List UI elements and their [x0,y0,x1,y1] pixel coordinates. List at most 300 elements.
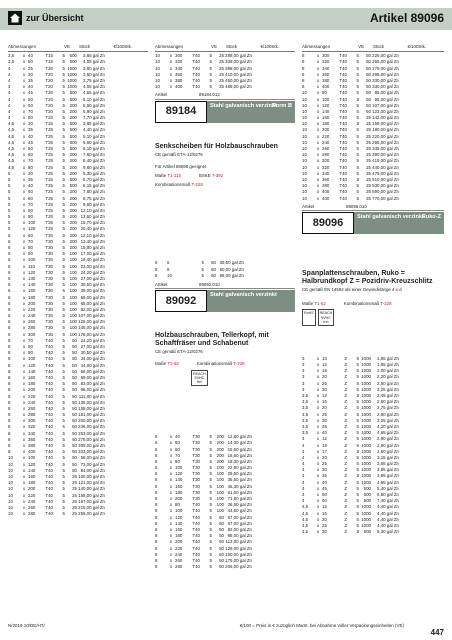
cell-ve: 5 [62,498,65,504]
cell-stueck: 100 [69,306,77,312]
cell-diameter: 5 [8,189,11,195]
cell-length: 50 [28,59,33,65]
cell-ve: 5 [356,516,359,522]
cell-ve: 5 [356,102,359,108]
cell-ve: 5 [62,467,65,473]
cell-price: 12,10 gal Zn [80,207,105,213]
cell-drive: T40 [45,455,53,461]
cell-drive: T40 [339,127,347,133]
header-stueck: Stück [373,44,384,49]
cell-x: x [316,133,320,139]
cell-stueck: 500 [69,176,77,182]
cell-stueck: 100 [216,465,224,471]
cell-price: 83,00 gal Zn [80,381,105,387]
cell-ve: 5 [62,424,65,430]
cell-ve: 5 [356,96,359,102]
cell-price: 3,65 gal Zn [377,461,399,467]
cell-length: 80 [175,458,180,464]
cell-length: 140 [322,108,330,114]
cell-drive: T30 [45,306,53,312]
cell-ve: 5 [62,288,65,294]
cell-price: 275,00 gal Zn [78,436,105,442]
cell-drive: T40 [45,492,53,498]
cell-stueck: 50 [366,71,371,77]
cell-length: 16 [322,368,327,374]
cell-stueck: 1000 [361,430,371,436]
cell-price: 15,70 gal Zn [80,220,105,226]
cell-x: x [22,424,26,430]
cell-drive: Z [344,492,347,498]
cell-diameter: 8 [155,564,158,570]
header-dimensions: Abmessungen [302,44,331,49]
cell-diameter: 4,5 [302,510,309,516]
cell-length: 360 [28,436,36,442]
cell-diameter: 10 [155,53,160,59]
cell-price: 3,15 gal Zn [377,454,399,460]
cell-x: x [22,504,26,510]
cell-drive: T40 [45,405,53,411]
cell-ve: 5 [62,152,65,158]
cell-x: x [22,102,26,108]
cell-length: 40 [28,84,33,90]
cell-stueck: 50 [72,405,77,411]
cell-length: 220 [28,492,36,498]
cell-drive: T30 [192,483,200,489]
cell-price: 4,40 gal Zn [377,510,399,516]
cell-ve: 5 [62,492,65,498]
cell-x: x [316,467,320,473]
cell-diameter: 8 [8,412,11,418]
product-title: Spanplattenschrauben, Ruko = Halbrundkopf Z = Pozidriv-Kreuzschlitz [302,269,433,285]
cell-length: 340 [322,170,330,176]
cell-stueck: 25 [219,71,224,77]
cell-x: x [22,65,26,71]
cell-drive: Z [344,448,347,454]
product-badges [302,309,444,326]
cell-drive: Z [344,393,347,399]
cell-price: 57,00 gal Zn [227,514,252,520]
cell-length: 280 [28,511,36,517]
cell-x: x [22,337,26,343]
cell-ve: 5 [356,399,359,405]
cell-drive: Z [344,368,347,374]
cell-length: 40 [28,53,33,59]
cell-stueck: 25 [366,189,371,195]
cell-length: 20 [322,405,327,411]
cell-drive: T25 [45,214,53,220]
table-column-3 [302,44,444,535]
cell-ve: 5 [62,121,65,127]
table-row [155,273,295,279]
cell-length: 60 [28,195,33,201]
cell-x: x [22,356,26,362]
cell-length: 50 [322,492,327,498]
cell-diameter: 6 [8,263,11,269]
header-ve: VE [358,44,364,49]
cell-x: x [316,71,320,77]
cell-price: 17,00 gal Zn [80,251,105,257]
cell-diameter: 4 [8,108,11,114]
cell-drive: T40 [339,139,347,145]
cell-drive: T30 [192,452,200,458]
product-cert: CE gemäß ETA-12/0276 [155,151,203,157]
cell-stueck: 500 [69,183,77,189]
cell-diameter: 6 [155,471,158,477]
header-stueck: Stück [79,44,90,49]
cell-length: 100 [175,465,183,471]
cell-diameter: 10 [155,65,160,71]
cell-drive: Z [344,430,347,436]
cell-length: 20 [322,454,327,460]
cell-price: 530,00 gal Zn [372,183,399,189]
cell-ve: 5 [62,393,65,399]
cell-x: x [316,423,320,429]
cell-stueck: 1000 [361,510,371,516]
cell-length: 25 [322,380,327,386]
cell-drive: T40 [339,121,347,127]
cell-stueck: 500 [363,492,371,498]
cell-price: 82,00 gal Zn [227,526,252,532]
cell-diameter: 5 [8,183,11,189]
cell-x: x [22,195,26,201]
product-number: 89096 [302,212,354,234]
cell-drive: T15 [45,59,53,65]
cell-stueck: 50 [72,436,77,442]
cell-x: x [169,564,173,570]
cell-price: 113,00 gal Zn [225,539,252,545]
cell-drive: T40 [45,374,53,380]
cell-drive: T20 [45,115,53,121]
cell-x: x [316,195,320,201]
cell-diameter: 4 [8,77,11,83]
cell-ve: 5 [62,331,65,337]
cell-drive: T40 [192,59,200,65]
cell-x: x [316,127,320,133]
cell-x: x [22,393,26,399]
cell-x: x [22,183,26,189]
cell-diameter: 8 [8,337,11,343]
cell-price: 488,00 gal Zn [225,84,252,90]
cell-x: x [169,557,173,563]
cell-x: x [316,108,320,114]
cell-x: x [22,232,26,238]
cell-ve: 5 [356,108,359,114]
cell-price: 35,50 gal Zn [219,260,244,266]
cell-ve: 5 [356,473,359,479]
cell-x: x [22,176,26,182]
cell-price: 3,60 gal Zn [83,71,105,77]
cell-price: 107,00 gal Zn [78,313,105,319]
cell-diameter: 4,5 [8,139,15,145]
kombi-link[interactable]: T-228 [380,301,392,307]
masse-link[interactable]: T1-92 [167,361,179,367]
masse-link[interactable]: T1-115 [167,172,181,178]
cell-stueck: 25 [219,84,224,90]
cell-drive: T30 [45,313,53,319]
cell-x: x [22,220,26,226]
cell-diameter: 10 [302,96,307,102]
cell-length: 300 [322,53,330,59]
artikel-ref: 89092.010 [199,281,220,287]
cell-x: x [22,418,26,424]
cell-x: x [22,108,26,114]
cell-price: 6,50 gal Zn [83,102,105,108]
cell-stueck: 25 [72,486,77,492]
cell-drive: T40 [192,77,200,83]
cell-length: 200 [28,486,36,492]
cell-x: x [169,440,173,446]
cell-drive: T30 [192,489,200,495]
cell-x: x [22,59,26,65]
cell-length: 200 [175,496,183,501]
kombi-link[interactable]: T-228 [191,182,203,188]
cell-drive: T30 [45,294,53,300]
cell-drive: T40 [45,344,53,350]
cell-ve: 5 [62,53,65,59]
cell-stueck: 25 [72,498,77,504]
table-row [8,511,148,517]
cell-ve: 5 [356,423,359,429]
cell-drive: T40 [339,96,347,102]
cell-price: 226,00 gal Zn [372,53,399,59]
cell-x: x [316,442,320,448]
cell-length: 130 [28,275,36,281]
cell-drive: T25 [45,207,53,213]
bske-link[interactable]: T-392 [211,172,224,178]
cell-drive: T30 [45,257,53,263]
cell-diameter: 3,5 [8,53,15,59]
cell-x: x [169,551,173,557]
cell-diameter: 10 [8,461,13,467]
cell-x: x [169,434,173,440]
cell-price: 236,00 gal Zn [78,424,105,430]
cell-stueck: 1000 [361,436,371,442]
cell-stueck: 50 [72,387,77,393]
cell-length: 25 [322,461,327,467]
cell-drive: T40 [339,152,347,158]
cell-diameter: 10 [302,158,307,164]
kombi-label: Kombinationsmaß [155,182,191,188]
cell-length: 180 [28,294,36,300]
cell-price: 450,00 gal Zn [225,77,252,83]
cell-price: 27,00 gal Zn [80,275,105,281]
cell-ve: 5 [209,465,212,471]
cell-diameter: 10 [302,152,307,158]
cell-ve: 5 [62,77,65,83]
cell-x: x [22,146,26,152]
cell-stueck: 200 [69,232,77,238]
dimension-refs [155,173,295,179]
cell-x: x [22,53,26,59]
cell-stueck: 200 [69,152,77,158]
cell-drive: T40 [192,502,200,508]
cell-ve: 5 [62,115,65,121]
cell-ve: 5 [209,489,212,495]
cell-x: x [316,374,320,380]
cell-stueck: 25 [366,183,371,189]
cell-x: x [22,115,26,121]
cell-x: x [22,511,26,517]
cell-length: 240 [322,139,330,145]
cell-diameter: 10 [302,164,307,170]
cell-length: 160 [322,115,330,121]
cell-x: x [316,170,320,176]
cell-length: 260 [28,319,36,325]
cell-ve: 5 [356,380,359,386]
cell-x: x [169,84,173,90]
cell-length: 280 [28,325,36,331]
cell-diameter: 10 [8,511,13,517]
cell-drive: T40 [192,526,200,532]
cell-drive: Z [344,529,347,535]
artikel-ref: 89096.010 [346,203,367,209]
cell-drive: Z [344,510,347,516]
cell-drive: T40 [192,539,200,545]
cell-x: x [22,319,26,325]
cell-diameter: 10 [8,492,13,498]
cell-drive: T40 [192,557,200,563]
cell-stueck: 1000 [361,417,371,423]
cell-price: 2,90 gal Zn [377,411,399,417]
cell-diameter: 3,5 [302,393,309,399]
cell-x: x [22,498,26,504]
cell-length: 30 [322,417,327,423]
cell-x: x [316,152,320,158]
cell-length: 40 [322,479,327,485]
cell-diameter: 6 [155,452,158,458]
cell-stueck: 100 [69,269,77,275]
cell-ve: 5 [209,434,212,440]
cell-price: 4,05 gal Zn [83,84,105,90]
cell-length: 70 [28,238,33,244]
cell-stueck: 50 [366,59,371,65]
cell-drive: T20 [45,90,53,96]
cell-diameter: 10 [302,189,307,195]
cell-ve: 5 [356,176,359,182]
cell-ve: 5 [356,411,359,417]
cell-ve: 5 [356,417,359,423]
cell-stueck: 1000 [361,516,371,522]
kombi-link[interactable]: T-228 [233,361,245,367]
header-ve: VE [64,44,70,49]
cell-diameter: 8 [155,551,158,557]
cell-price: 4,05 gal Zn [83,59,105,65]
cell-x: x [22,96,26,102]
cell-length: 160 [28,374,36,380]
cell-stueck: 200 [69,108,77,114]
cell-price: 8,75 gal Zn [83,195,105,201]
cell-price: 4,40 gal Zn [83,127,105,133]
kombi-label: Kombinationsmaß [343,301,380,307]
cell-drive: T40 [339,71,347,77]
cell-x: x [316,399,320,405]
product-material [207,290,295,312]
cell-diameter: 6 [155,446,158,452]
cell-diameter: 6 [8,282,11,288]
cell-drive: T30 [45,325,53,331]
cell-x: x [316,158,320,164]
cell-ve: 5 [62,195,65,201]
cell-stueck: 200 [69,220,77,226]
cell-length: 360 [322,71,330,77]
cell-stueck: 200 [69,207,77,213]
cell-diameter: 10 [302,195,307,201]
cell-diameter: 8 [8,362,11,368]
cell-price: 55,00 gal Zn [80,294,105,300]
cell-diameter: 4 [302,498,305,504]
cell-price: 475,00 gal Zn [372,170,399,176]
cell-price: 5,10 gal Zn [83,96,105,102]
masse-link[interactable]: T1-52 [314,301,326,307]
cell-length: 340 [175,65,183,71]
cell-x: x [22,214,26,220]
cell-price: 330,00 gal Zn [372,77,399,83]
cell-length: 220 [28,393,36,399]
cell-ve: 5 [62,387,65,393]
cell-price: 2,60 gal Zn [377,399,399,405]
cell-stueck: 25 [72,492,77,498]
cell-stueck: 1000 [67,71,77,77]
cell-length: 340 [322,65,330,71]
cell-drive: T25 [45,133,53,139]
cell-length: 30 [322,386,327,392]
cell-stueck: 25 [366,133,371,139]
cell-stueck: 100 [69,251,77,257]
cell-diameter: 6 [155,434,158,440]
cell-drive: Z [344,479,347,485]
cell-stueck: 50 [366,90,371,96]
cell-price: 12,80 gal Zn [227,434,252,440]
cell-diameter: 10 [155,84,160,90]
cell-drive: T40 [192,65,200,71]
cell-price: 4,85 gal Zn [377,479,399,485]
cell-price: 36,50 gal Zn [227,502,252,508]
cell-price: 7,70 gal Zn [83,115,105,121]
cell-stueck: 25 [366,121,371,127]
back-to-overview-link[interactable] [8,11,84,25]
cell-diameter: 5 [8,176,11,182]
article-title: Artikel 89096 [369,11,444,25]
cell-drive: T40 [192,53,200,59]
cell-price: 65,00 gal Zn [80,300,105,306]
material-text: Stahl galvanisch verzinkt [210,102,277,109]
cell-stueck: 500 [69,90,77,96]
header-price: €/100Stk. [407,44,426,49]
cell-price: 3,85 gal Zn [377,473,399,479]
cell-diameter: 6 [8,238,11,244]
cell-diameter: 10 [8,480,13,486]
cell-x: x [316,386,320,392]
cell-size: 8 [155,260,158,266]
cell-ve: 5 [356,121,359,127]
cell-diameter: 5 [8,201,11,207]
cell-drive: Z [344,504,347,510]
cell-diameter: 3,5 [302,405,309,411]
page-number: 447 [430,628,444,637]
cell-diameter: 3,5 [302,430,309,436]
cell-x: x [22,84,26,90]
cell-stueck: 1000 [361,355,371,361]
form-text: Ruko-Z [421,213,441,220]
cell-stueck: 100 [216,508,224,514]
cell-drive: T40 [45,393,53,399]
cell-diameter: 10 [302,183,307,189]
cell-drive: T20 [45,108,53,114]
cell-x: x [22,374,26,380]
cell-diameter: 8 [155,526,158,532]
cell-length: 320 [322,59,330,65]
cell-drive: Z [344,454,347,460]
